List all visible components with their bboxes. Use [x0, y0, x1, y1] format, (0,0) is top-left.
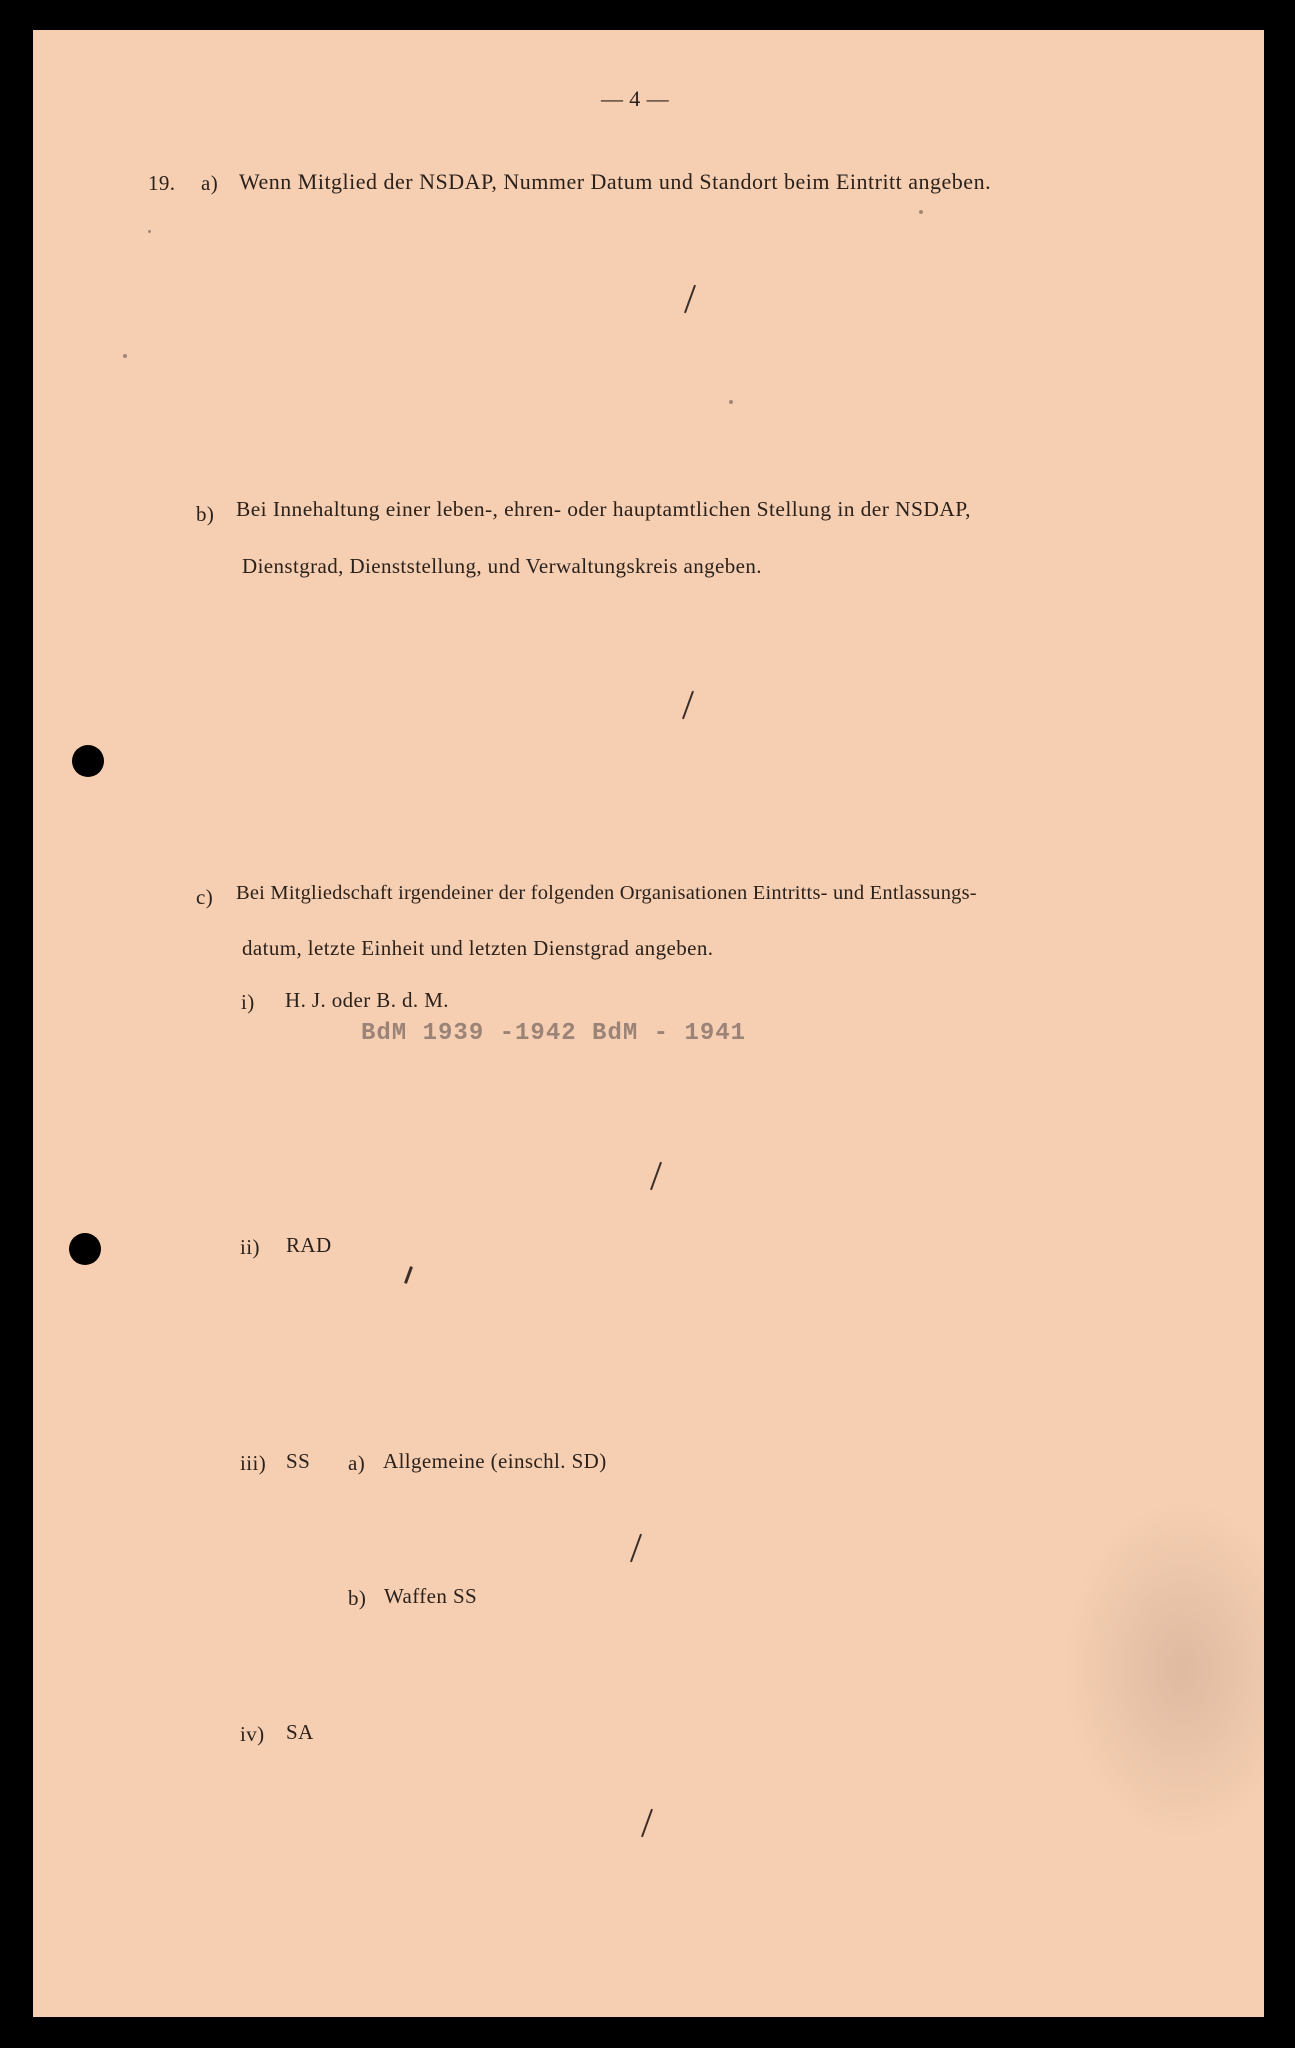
punch-hole-bottom [69, 1233, 101, 1265]
item-iii-marker: iii) [240, 1451, 267, 1475]
blank-mark-slash [682, 691, 694, 720]
question-c-line1: Bei Mitgliedschaft irgendeiner der folgenden Organisationen Eintritts- und Entlassungs- [236, 882, 977, 904]
item-ii-marker: ii) [240, 1235, 260, 1259]
blank-mark-slash [650, 1162, 662, 1191]
item-ii-label: RAD [286, 1233, 332, 1257]
question-a-text: Wenn Mitglied der NSDAP, Nummer Datum und Standort beim Eintritt angeben. [239, 169, 992, 194]
paper-speck [148, 230, 151, 233]
paper-speck [123, 354, 127, 358]
blank-mark-slash [641, 1809, 653, 1838]
item-iii-sub-b-marker: b) [348, 1586, 367, 1610]
question-b-line1: Bei Innehaltung einer leben-, ehren- oder hauptamtlichen Stellung in der NSDAP, [236, 497, 971, 521]
item-iii-sub-a-marker: a) [348, 1451, 366, 1475]
typed-answer-hj-bdm: BdM 1939 -1942 BdM - 1941 [361, 1020, 747, 1047]
question-b-marker: b) [196, 502, 215, 526]
punch-hole-top [72, 745, 104, 777]
paper-speck [729, 400, 733, 404]
blank-mark-slash [630, 1534, 642, 1563]
question-number: 19. [148, 171, 176, 195]
item-i-marker: i) [241, 990, 255, 1014]
item-iv-marker: iv) [240, 1722, 265, 1746]
item-iii-label: SS [286, 1449, 311, 1473]
blank-mark-slash [684, 285, 696, 314]
blank-mark-tick [404, 1266, 413, 1284]
page-number: — 4 — [601, 86, 669, 111]
question-a-marker: a) [201, 171, 219, 195]
item-iii-sub-a-label: Allgemeine (einschl. SD) [383, 1449, 607, 1473]
question-c-line2: datum, letzte Einheit und letzten Dienstgrad angeben. [242, 936, 714, 960]
paper-speck [919, 210, 923, 214]
document-page [33, 30, 1264, 2017]
item-iii-sub-b-label: Waffen SS [384, 1584, 478, 1608]
question-c-marker: c) [196, 885, 214, 909]
item-i-label: H. J. oder B. d. M. [285, 988, 449, 1012]
question-b-line2: Dienstgrad, Dienststellung, und Verwaltungskreis angeben. [242, 554, 762, 578]
item-iv-label: SA [286, 1720, 314, 1744]
